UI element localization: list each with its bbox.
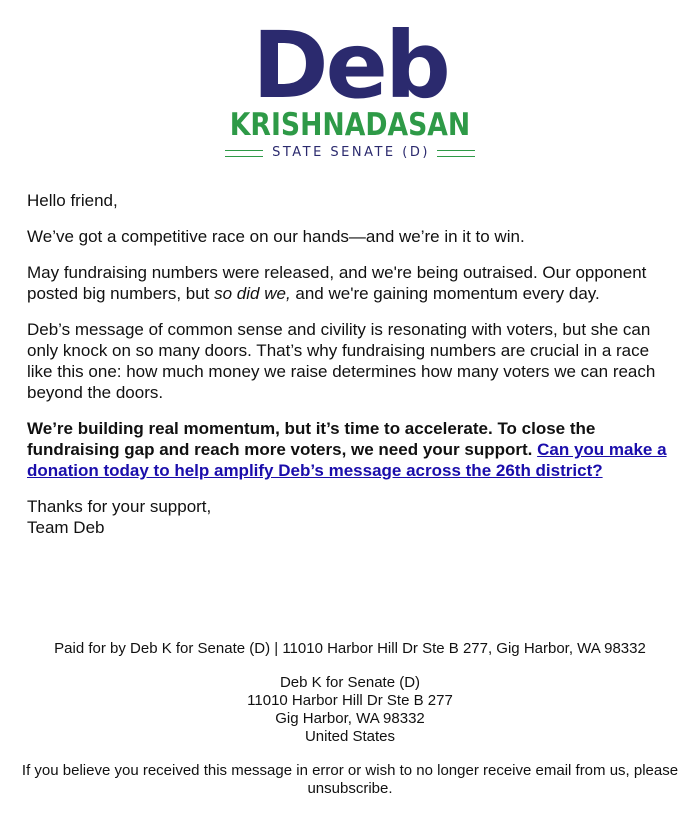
signoff-line-2: Team Deb xyxy=(27,518,105,537)
email-body xyxy=(27,190,677,553)
email-footer xyxy=(0,640,700,798)
address-street: 11010 Harbor Hill Dr Ste B 277 xyxy=(247,692,453,709)
address-org: Deb K for Senate (D) xyxy=(279,674,421,691)
signoff xyxy=(27,496,677,538)
greeting: Hello friend, xyxy=(27,191,118,210)
signoff-line-1: Thanks for your support, xyxy=(27,497,212,516)
mailing-address xyxy=(0,674,700,746)
paid-for-disclaimer: Paid for by Deb K for Senate (D) | 11010 Harbor Hill Dr Ste B 277, Gig Harbor, WA 98332 xyxy=(54,640,646,657)
paragraph-2-end: and we're gaining momentum every day. xyxy=(290,284,600,303)
logo-first-name: Deb xyxy=(252,12,448,119)
campaign-logo xyxy=(0,12,700,163)
address-country: United States xyxy=(304,728,396,745)
unsubscribe-notice[interactable]: If you believe you received this message in error or wish to no longer receive email from us, please unsubscribe. xyxy=(21,762,679,797)
paragraph-2 xyxy=(27,262,677,304)
logo-rule-left xyxy=(225,150,263,157)
paragraph-2-italic: so did we, xyxy=(214,284,291,303)
logo-office: STATE SENATE (D) xyxy=(272,145,430,160)
paragraph-1: We’ve got a competitive race on our hands—and we’re in it to win. xyxy=(27,227,525,246)
call-to-action xyxy=(27,418,677,481)
logo-office-row xyxy=(0,143,700,163)
logo-rule-right xyxy=(437,150,475,157)
paragraph-3: Deb’s message of common sense and civility is resonating with voters, but she can only knock on so many doors. That’s why fundraising numbers are crucial in a race like this one: how much money we raise determines how many voters we can reach beyond the doors. xyxy=(27,320,656,402)
donate-link[interactable]: Can you make a donation today to help amplify Deb’s message across the 26th district? xyxy=(27,440,667,480)
logo-last-name: KRISHNADASAN xyxy=(229,107,471,143)
cta-text: We’re building real momentum, but it’s time to accelerate. To close the fundraising gap and reach more voters, we need your support. xyxy=(27,419,596,459)
address-city: Gig Harbor, WA 98332 xyxy=(275,710,425,727)
paragraph-2-start: May fundraising numbers were released, and we're being outraised. Our opponent posted big numbers, but xyxy=(27,263,647,303)
